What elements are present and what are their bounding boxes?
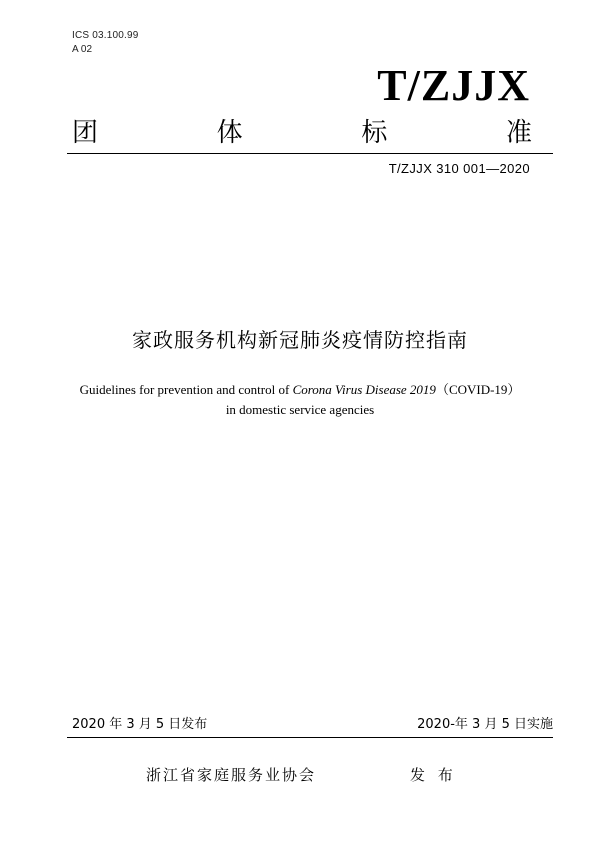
title-english-line-2: in domestic service agencies bbox=[225, 402, 375, 417]
standard-logo: T/ZJJX bbox=[377, 61, 530, 110]
standard-type bbox=[72, 118, 532, 148]
standard-type-char-2: 体 bbox=[216, 118, 243, 148]
header-divider bbox=[67, 153, 553, 154]
footer-divider bbox=[67, 737, 553, 738]
standard-type-char-3: 标 bbox=[361, 118, 388, 148]
title-english-prefix: Guidelines for prevention and control of bbox=[79, 382, 293, 397]
ics-code: ICS 03.100.99 bbox=[72, 30, 139, 41]
title-english-italic: Corona Virus Disease 2019 bbox=[292, 382, 436, 397]
issue-date: 2020 年 3 月 5 日发布 bbox=[72, 717, 208, 732]
publisher-name: 浙江省家庭服务业协会 bbox=[146, 766, 317, 784]
title-english bbox=[0, 380, 600, 420]
standard-type-char-1: 团 bbox=[72, 118, 99, 148]
title-chinese: 家政服务机构新冠肺炎疫情防控指南 bbox=[132, 328, 468, 352]
publish-label: 发 布 bbox=[410, 766, 457, 784]
title-english-suffix: （COVID-19） bbox=[435, 382, 521, 397]
standard-type-char-4: 准 bbox=[505, 118, 532, 148]
standard-number: T/ZJJX 310 001—2020 bbox=[388, 161, 530, 176]
implementation-date: 2020-年 3 月 5 日实施 bbox=[417, 717, 553, 732]
title-english-line-1 bbox=[0, 380, 600, 400]
ccs-code: A 02 bbox=[72, 44, 93, 55]
